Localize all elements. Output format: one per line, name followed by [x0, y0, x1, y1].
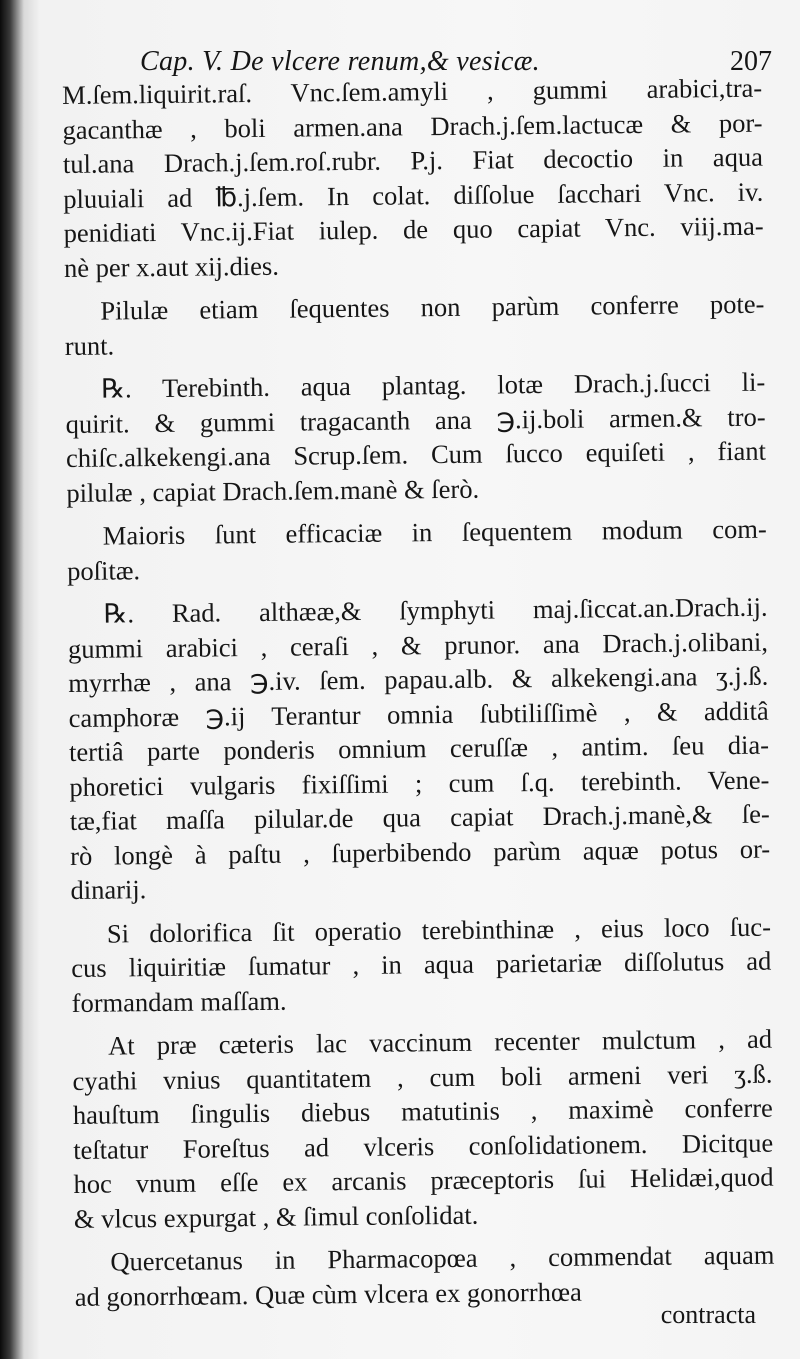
text-line: camphoræ ℈.ij Terantur omnia ſubtiliſſimè , & additâ: [68, 695, 769, 733]
catchword: contracta: [660, 1300, 756, 1329]
text-line: rò longè à paſtu , ſuperbibendo parùm aquæ potus or-: [69, 833, 771, 871]
paragraph: [72, 1022, 774, 1236]
text-line: quirit. & gummi tragacanth ana ℈.ij.boli armen.& tro-: [65, 401, 766, 439]
paragraph: [67, 590, 770, 908]
text-line: hoc vnum eſſe ex arcanis præceptoris ſui Helidæi,quod: [73, 1161, 774, 1199]
paragraph: [64, 287, 765, 363]
text-line: Si dolorifica ſit operatio terebinthinæ , eius loco ſuc-: [106, 911, 772, 949]
text-line: teſtatur Foreſtus ad vlceris conſolidationem. Dicitque: [73, 1127, 774, 1165]
text-line: myrrhæ , ana ℈.iv. ſem. papau.alb. & alkekengi.ana ʒ.j.ß.: [68, 660, 769, 698]
text-line: ℞. Terebinth. aqua plantag. lotæ Drach.j.ſucci li-: [101, 366, 766, 404]
text-line: dinarij.: [70, 874, 147, 905]
paragraph: [62, 71, 764, 285]
running-title: Cap. V. De vlcere renum,& vesicæ.: [140, 46, 540, 77]
text-line: Pilulæ etiam ſequentes non parùm conferre pote-: [100, 288, 765, 326]
text-line: hauſtum ſingulis diebus matutinis , maximè conferre: [72, 1092, 773, 1130]
text-line: Maioris ſunt efficaciæ in ſequentem modum com-: [102, 513, 767, 551]
text-line: & vlcus expurgat , & ſimul conſolidat.: [73, 1199, 479, 1234]
paragraph: [65, 365, 766, 510]
text-line: nè per x.aut xij.dies.: [63, 250, 280, 283]
text-line: At præ cæteris lac vaccinum recenter mulctum , ad: [107, 1023, 773, 1061]
text-line: ad gonorrhœam. Quæ cùm vlcera ex gonorrhœa: [74, 1276, 582, 1312]
text-line: cus liquiritiæ ſumatur , in aqua parietariæ diſſolutus ad: [71, 945, 772, 983]
text-line: gacanthæ , boli armen.ana Drach.j.ſem.lactucæ & por-: [62, 107, 763, 145]
text-line: chiſc.alkekengi.ana Scrup.ſem. Cum ſucco equiſeti , fiant: [65, 435, 767, 473]
text-line: runt.: [64, 329, 115, 361]
page-number: 207: [730, 46, 772, 77]
text-line: poſitæ.: [67, 554, 141, 586]
text-line: phoretici vulgaris fixiſſimi ; cum ſ.q. terebinth. Vene-: [69, 764, 770, 802]
text-line: gummi arabici , ceraſi , & prunor. ana Drach.j.olibani,: [67, 626, 769, 664]
text-line: penidiati Vnc.ij.Fiat iulep. de quo capiat Vnc. viij.ma-: [63, 210, 764, 248]
text-line: pluuiali ad ℔.j.ſem. In colat. diſſolue ſacchari Vnc. iv.: [63, 176, 764, 214]
text-line: Quercetanus in Pharmacopœa , commendat aquam: [110, 1239, 775, 1277]
paragraph: [67, 512, 768, 588]
paragraph: [71, 909, 772, 1020]
text-line: M.ſem.liquirit.raſ. Vnc.ſem.amyli , gummi arabici,tra-: [62, 72, 763, 110]
text-line: pilulæ , capiat Drach.ſem.manè & ſerò.: [66, 473, 480, 508]
text-line: tæ,fiat maſſa pilular.de qua capiat Drach.j.manè,& ſe-: [69, 798, 770, 836]
text-line: tul.ana Drach.j.ſem.roſ.rubr. P.j. Fiat decoctio in aqua: [62, 141, 764, 179]
text-line: cyathi vnius quantitatem , cum boli armeni veri ʒ.ß.: [72, 1058, 773, 1096]
text-body: [62, 71, 775, 1323]
text-line: formandam maſſam.: [71, 985, 287, 1018]
text-line: ℞. Rad. althææ,& ſymphyti maj.ſiccat.an.Drach.ij.: [103, 591, 768, 629]
text-line: tertiâ parte ponderis omnium ceruſſæ , antim. ſeu dia-: [68, 729, 770, 767]
